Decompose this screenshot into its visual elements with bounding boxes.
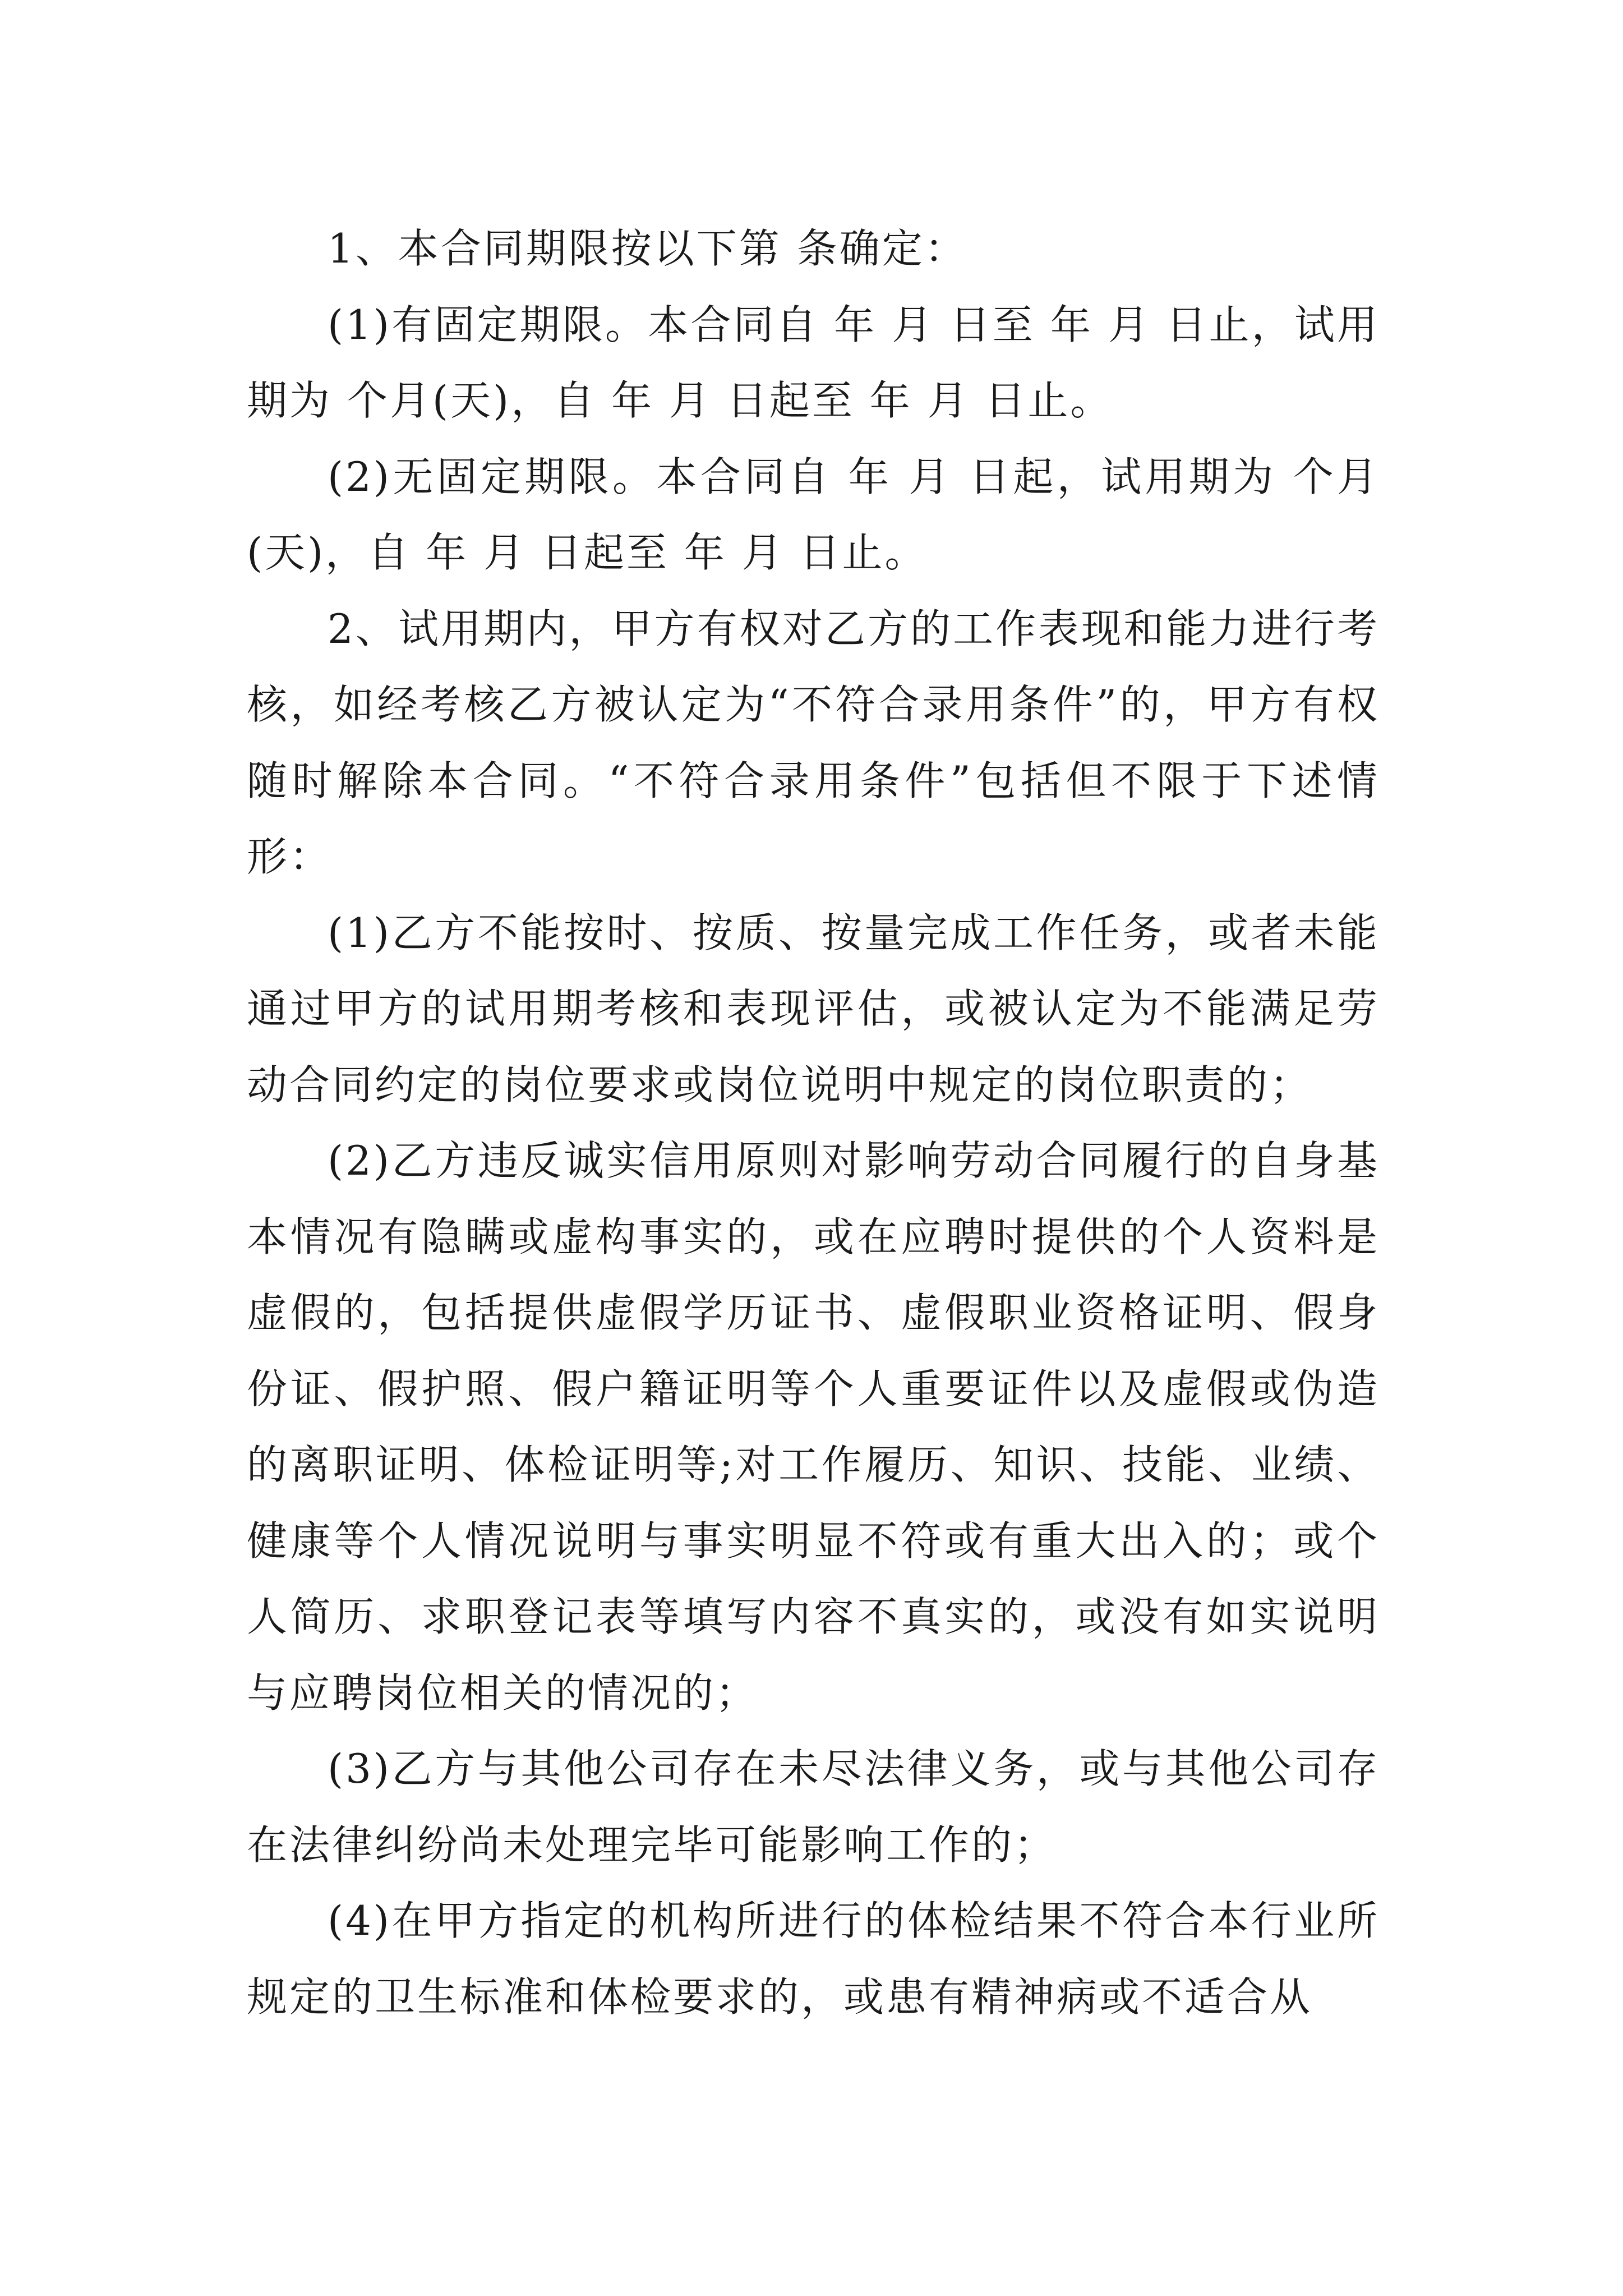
clause-2-item-3: (3)乙方与其他公司存在未尽法律义务，或与其他公司存在法律纠纷尚未处理完毕可能影响工作的； bbox=[247, 1745, 1380, 1869]
clause-1-fixed-term: (1)有固定期限。本合同自 年 月 日至 年 月 日止，试用期为 个月(天)，自 年 月 日起至 年 月 日止。 bbox=[247, 301, 1380, 424]
clause-2-item-1: (1)乙方不能按时、按质、按量完成工作任务，或者未能通过甲方的试用期考核和表现评估，或被认定为不能满足劳动合同约定的岗位要求或岗位说明中规定的岗位职责的； bbox=[247, 909, 1380, 1108]
clause-1-open-term: (2)无固定期限。本合同自 年 月 日起，试用期为 个月(天)，自 年 月 日起至 年 月 日止。 bbox=[247, 453, 1380, 576]
document-body bbox=[247, 211, 1380, 2035]
clause-2-item-2: (2)乙方违反诚实信用原则对影响劳动合同履行的自身基本情况有隐瞒或虚构事实的，或在应聘时提供的个人资料是虚假的，包括提供虚假学历证书、虚假职业资格证明、假身份证、假护照、假户籍证明等个人重要证件以及虚假或伪造的离职证明、体检证明等;对工作履历、知识、技能、业绩、健康等个人情况说明与事实明显不符或有重大出入的；或个人简历、求职登记表等填写内容不真实的，或没有如实说明与应聘岗位相关的情况的； bbox=[247, 1137, 1380, 1717]
clause-2-item-4: (4)在甲方指定的机构所进行的体检结果不符合本行业所规定的卫生标准和体检要求的，或患有精神病或不适合从 bbox=[247, 1897, 1380, 2021]
clause-1-term-selection: 1、本合同期限按以下第 条确定： bbox=[328, 225, 967, 272]
clause-2-probation-assessment: 2、试用期内，甲方有权对乙方的工作表现和能力进行考核，如经考核乙方被认定为“不符合录用条件”的，甲方有权随时解除本合同。“不符合录用条件”包括但不限于下述情形： bbox=[247, 605, 1380, 880]
